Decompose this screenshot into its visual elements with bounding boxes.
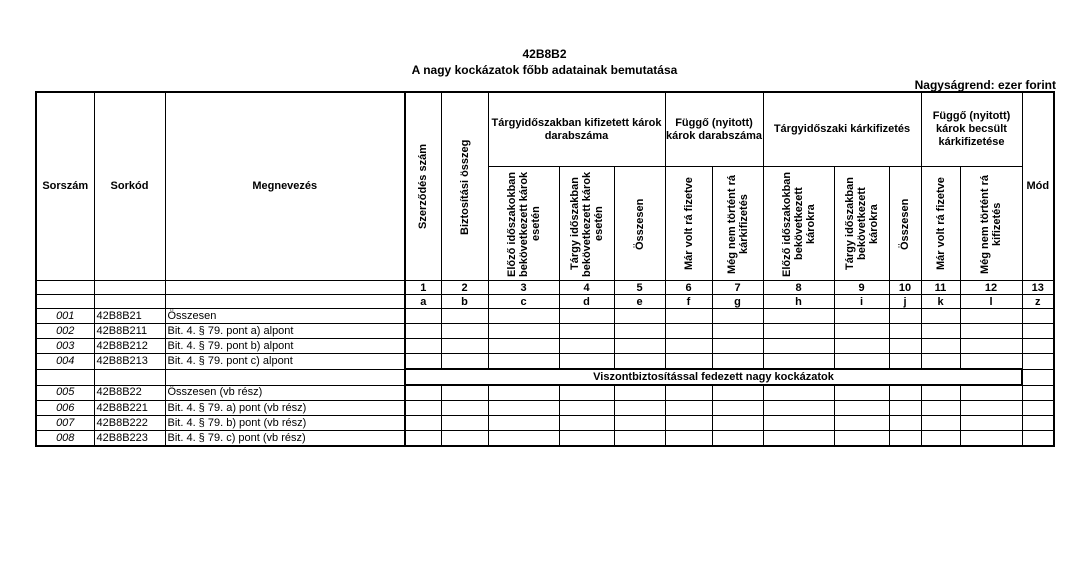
header-sub-6: Már volt rá fizetve: [665, 167, 712, 281]
row-sorkod: 42B8B223: [94, 431, 165, 447]
row-megnevezes: Összesen: [165, 309, 405, 324]
column-letter-11: k: [921, 295, 960, 309]
column-number-3: 3: [488, 281, 559, 295]
data-cell[interactable]: [763, 324, 834, 339]
column-letter-5: e: [614, 295, 665, 309]
row-sorszam: 002: [36, 324, 94, 339]
header-group-fuggo-becs: Függő (nyitott) károk becsült kárkifizetése: [921, 92, 1022, 167]
data-cell[interactable]: [405, 339, 441, 354]
header-mod: Mód: [1022, 92, 1054, 281]
data-cell[interactable]: [763, 416, 834, 431]
data-cell[interactable]: [405, 354, 441, 370]
data-cell[interactable]: [441, 309, 488, 324]
row-megnevezes: Bit. 4. § 79. b) pont (vb rész): [165, 416, 405, 431]
data-cell[interactable]: [960, 385, 1022, 401]
data-cell[interactable]: [614, 339, 665, 354]
data-cell[interactable]: [614, 401, 665, 416]
column-letter-9: i: [834, 295, 889, 309]
form-code: 42B8B2: [522, 47, 567, 61]
header-sub-8: Előző időszakokban bekövetkezett károkra: [763, 167, 834, 281]
column-number-4: 4: [559, 281, 614, 295]
data-cell[interactable]: [441, 354, 488, 370]
data-cell[interactable]: [712, 309, 763, 324]
data-cell[interactable]: [960, 324, 1022, 339]
header-group-fuggo-db: Függő (nyitott) károk darabszáma: [665, 92, 763, 167]
data-cell[interactable]: [488, 385, 559, 401]
column-letter-12: l: [960, 295, 1022, 309]
header-sub-3: Előző időszakokban bekövetkezett károk esetén: [488, 167, 559, 281]
row-sorszam: 001: [36, 309, 94, 324]
data-cell[interactable]: [1022, 309, 1054, 324]
data-cell[interactable]: [441, 385, 488, 401]
data-cell[interactable]: [488, 416, 559, 431]
data-cell[interactable]: [665, 339, 712, 354]
row-sorszam: 007: [36, 416, 94, 431]
data-cell[interactable]: [834, 309, 889, 324]
data-cell[interactable]: [665, 431, 712, 447]
column-number-9: 9: [834, 281, 889, 295]
blank-cell: [94, 295, 165, 309]
data-cell[interactable]: [763, 354, 834, 370]
data-cell[interactable]: [763, 339, 834, 354]
data-cell[interactable]: [921, 431, 960, 447]
column-letter-3: c: [488, 295, 559, 309]
column-letter-10: j: [889, 295, 921, 309]
data-cell[interactable]: [559, 354, 614, 370]
data-cell[interactable]: [1022, 401, 1054, 416]
data-cell[interactable]: [559, 324, 614, 339]
data-cell[interactable]: [441, 431, 488, 447]
row-sorkod: 42B8B211: [94, 324, 165, 339]
data-cell[interactable]: [614, 324, 665, 339]
data-cell[interactable]: [1022, 324, 1054, 339]
data-cell[interactable]: [559, 385, 614, 401]
blank-cell: [36, 281, 94, 295]
data-cell[interactable]: [559, 416, 614, 431]
column-number-7: 7: [712, 281, 763, 295]
data-cell[interactable]: [960, 431, 1022, 447]
data-cell[interactable]: [712, 416, 763, 431]
row-megnevezes: Bit. 4. § 79. c) pont (vb rész): [165, 431, 405, 447]
table-row: [36, 385, 1054, 401]
blank-cell: [94, 281, 165, 295]
data-cell[interactable]: [405, 416, 441, 431]
data-cell[interactable]: [488, 339, 559, 354]
data-cell[interactable]: [405, 309, 441, 324]
table-row: [36, 431, 1054, 447]
data-cell[interactable]: [921, 339, 960, 354]
header-szerzodes-szam: Szerződés szám: [405, 92, 441, 281]
data-cell[interactable]: [559, 431, 614, 447]
data-cell[interactable]: [614, 309, 665, 324]
header-sub-5: Összesen: [614, 167, 665, 281]
data-cell[interactable]: [405, 385, 441, 401]
table-row: [36, 324, 1054, 339]
data-cell[interactable]: [614, 416, 665, 431]
data-cell[interactable]: [559, 339, 614, 354]
data-cell[interactable]: [889, 324, 921, 339]
data-cell[interactable]: [889, 385, 921, 401]
column-letter-4: d: [559, 295, 614, 309]
data-cell[interactable]: [441, 339, 488, 354]
column-number-6: 6: [665, 281, 712, 295]
blank-cell: [165, 369, 405, 385]
data-cell[interactable]: [889, 309, 921, 324]
column-number-5: 5: [614, 281, 665, 295]
data-cell[interactable]: [960, 339, 1022, 354]
data-cell[interactable]: [834, 385, 889, 401]
column-number-10: 10: [889, 281, 921, 295]
data-cell[interactable]: [1022, 431, 1054, 447]
data-cell[interactable]: [960, 401, 1022, 416]
header-sub-4: Tárgy időszakban bekövetkezett károk esetén: [559, 167, 614, 281]
data-cell[interactable]: [441, 401, 488, 416]
data-cell[interactable]: [488, 431, 559, 447]
data-cell[interactable]: [1022, 385, 1054, 401]
data-cell[interactable]: [712, 324, 763, 339]
data-cell[interactable]: [665, 324, 712, 339]
row-sorkod: 42B8B212: [94, 339, 165, 354]
data-cell[interactable]: [488, 324, 559, 339]
column-number-1: 1: [405, 281, 441, 295]
header-group-kifizetett: Tárgyidőszakban kifizetett károk darabszáma: [488, 92, 665, 167]
blank-cell: [165, 295, 405, 309]
data-cell[interactable]: [405, 324, 441, 339]
section-row: [36, 369, 1054, 385]
data-cell[interactable]: [488, 401, 559, 416]
row-megnevezes: Bit. 4. § 79. pont c) alpont: [165, 354, 405, 370]
header-group-karkifizetes: Tárgyidőszaki kárkifizetés: [763, 92, 921, 167]
table-row: [36, 339, 1054, 354]
data-cell[interactable]: [834, 354, 889, 370]
data-cell[interactable]: [834, 431, 889, 447]
data-cell[interactable]: [405, 401, 441, 416]
data-cell[interactable]: [1022, 416, 1054, 431]
unit-label: Nagyságrend: ezer forint: [914, 78, 1056, 92]
data-cell[interactable]: [763, 309, 834, 324]
data-cell[interactable]: [405, 431, 441, 447]
form-title: A nagy kockázatok főbb adatainak bemutatása: [411, 63, 678, 77]
table-row: [36, 309, 1054, 324]
data-cell[interactable]: [834, 401, 889, 416]
data-cell[interactable]: [712, 354, 763, 370]
column-number-12: 12: [960, 281, 1022, 295]
header-sub-9: Tárgy időszakban bekövetkezett károkra: [834, 167, 889, 281]
data-cell[interactable]: [1022, 354, 1054, 370]
data-cell[interactable]: [665, 385, 712, 401]
column-number-8: 8: [763, 281, 834, 295]
header-sub-11: Már volt rá fizetve: [921, 167, 960, 281]
row-sorkod: 42B8B221: [94, 401, 165, 416]
table-row: [36, 416, 1054, 431]
data-cell[interactable]: [712, 385, 763, 401]
data-cell[interactable]: [921, 385, 960, 401]
data-cell[interactable]: [488, 354, 559, 370]
data-cell[interactable]: [763, 401, 834, 416]
data-cell[interactable]: [665, 354, 712, 370]
data-cell[interactable]: [921, 309, 960, 324]
data-cell[interactable]: [614, 385, 665, 401]
data-cell[interactable]: [889, 431, 921, 447]
row-sorszam: 008: [36, 431, 94, 447]
row-sorszam: 003: [36, 339, 94, 354]
data-cell[interactable]: [889, 354, 921, 370]
header-sorszam: Sorszám: [36, 92, 94, 281]
data-cell[interactable]: [960, 309, 1022, 324]
data-cell[interactable]: [712, 339, 763, 354]
header-sub-7: Még nem történt rá kárkifizetés: [712, 167, 763, 281]
row-sorkod: 42B8B213: [94, 354, 165, 370]
row-megnevezes: Bit. 4. § 79. a) pont (vb rész): [165, 401, 405, 416]
data-cell[interactable]: [834, 339, 889, 354]
data-cell[interactable]: [559, 401, 614, 416]
section-label: Viszontbiztosítással fedezett nagy kockázatok: [405, 369, 1022, 385]
table-row: [36, 354, 1054, 370]
row-sorszam: 004: [36, 354, 94, 370]
row-sorszam: 006: [36, 401, 94, 416]
column-number-2: 2: [441, 281, 488, 295]
data-cell[interactable]: [441, 324, 488, 339]
column-letter-8: h: [763, 295, 834, 309]
data-cell[interactable]: [1022, 339, 1054, 354]
data-cell[interactable]: [712, 401, 763, 416]
data-table: [35, 91, 1055, 447]
data-cell[interactable]: [665, 401, 712, 416]
data-cell[interactable]: [921, 401, 960, 416]
column-number-13: 13: [1022, 281, 1054, 295]
row-sorkod: 42B8B22: [94, 385, 165, 401]
data-cell[interactable]: [889, 416, 921, 431]
column-letter-6: f: [665, 295, 712, 309]
data-cell[interactable]: [834, 416, 889, 431]
blank-cell: [1022, 369, 1054, 385]
blank-cell: [94, 369, 165, 385]
row-megnevezes: Összesen (vb rész): [165, 385, 405, 401]
column-letter-2: b: [441, 295, 488, 309]
data-cell[interactable]: [665, 416, 712, 431]
data-cell[interactable]: [960, 354, 1022, 370]
row-sorszam: 005: [36, 385, 94, 401]
data-cell[interactable]: [488, 309, 559, 324]
blank-cell: [36, 295, 94, 309]
data-cell[interactable]: [834, 324, 889, 339]
data-cell[interactable]: [921, 354, 960, 370]
row-sorkod: 42B8B21: [94, 309, 165, 324]
data-cell[interactable]: [921, 324, 960, 339]
blank-cell: [165, 281, 405, 295]
header-megnevezes: Megnevezés: [165, 92, 405, 281]
data-cell[interactable]: [441, 416, 488, 431]
header-biztositasi-osszeg: Biztosítási összeg: [441, 92, 488, 281]
data-cell[interactable]: [889, 339, 921, 354]
data-cell[interactable]: [614, 354, 665, 370]
column-letter-1: a: [405, 295, 441, 309]
header-sub-12: Még nem történt rá kifizetés: [960, 167, 1022, 281]
data-cell[interactable]: [665, 309, 712, 324]
data-cell[interactable]: [559, 309, 614, 324]
row-megnevezes: Bit. 4. § 79. pont b) alpont: [165, 339, 405, 354]
column-letter-7: g: [712, 295, 763, 309]
data-cell[interactable]: [889, 401, 921, 416]
header-sorkod: Sorkód: [94, 92, 165, 281]
data-cell[interactable]: [614, 431, 665, 447]
data-cell[interactable]: [960, 416, 1022, 431]
column-letter-13: z: [1022, 295, 1054, 309]
table-row: [36, 401, 1054, 416]
row-sorkod: 42B8B222: [94, 416, 165, 431]
data-cell[interactable]: [712, 431, 763, 447]
column-number-11: 11: [921, 281, 960, 295]
data-cell[interactable]: [921, 416, 960, 431]
data-cell[interactable]: [763, 385, 834, 401]
blank-cell: [36, 369, 94, 385]
data-cell[interactable]: [763, 431, 834, 447]
header-sub-10: Összesen: [889, 167, 921, 281]
row-megnevezes: Bit. 4. § 79. pont a) alpont: [165, 324, 405, 339]
